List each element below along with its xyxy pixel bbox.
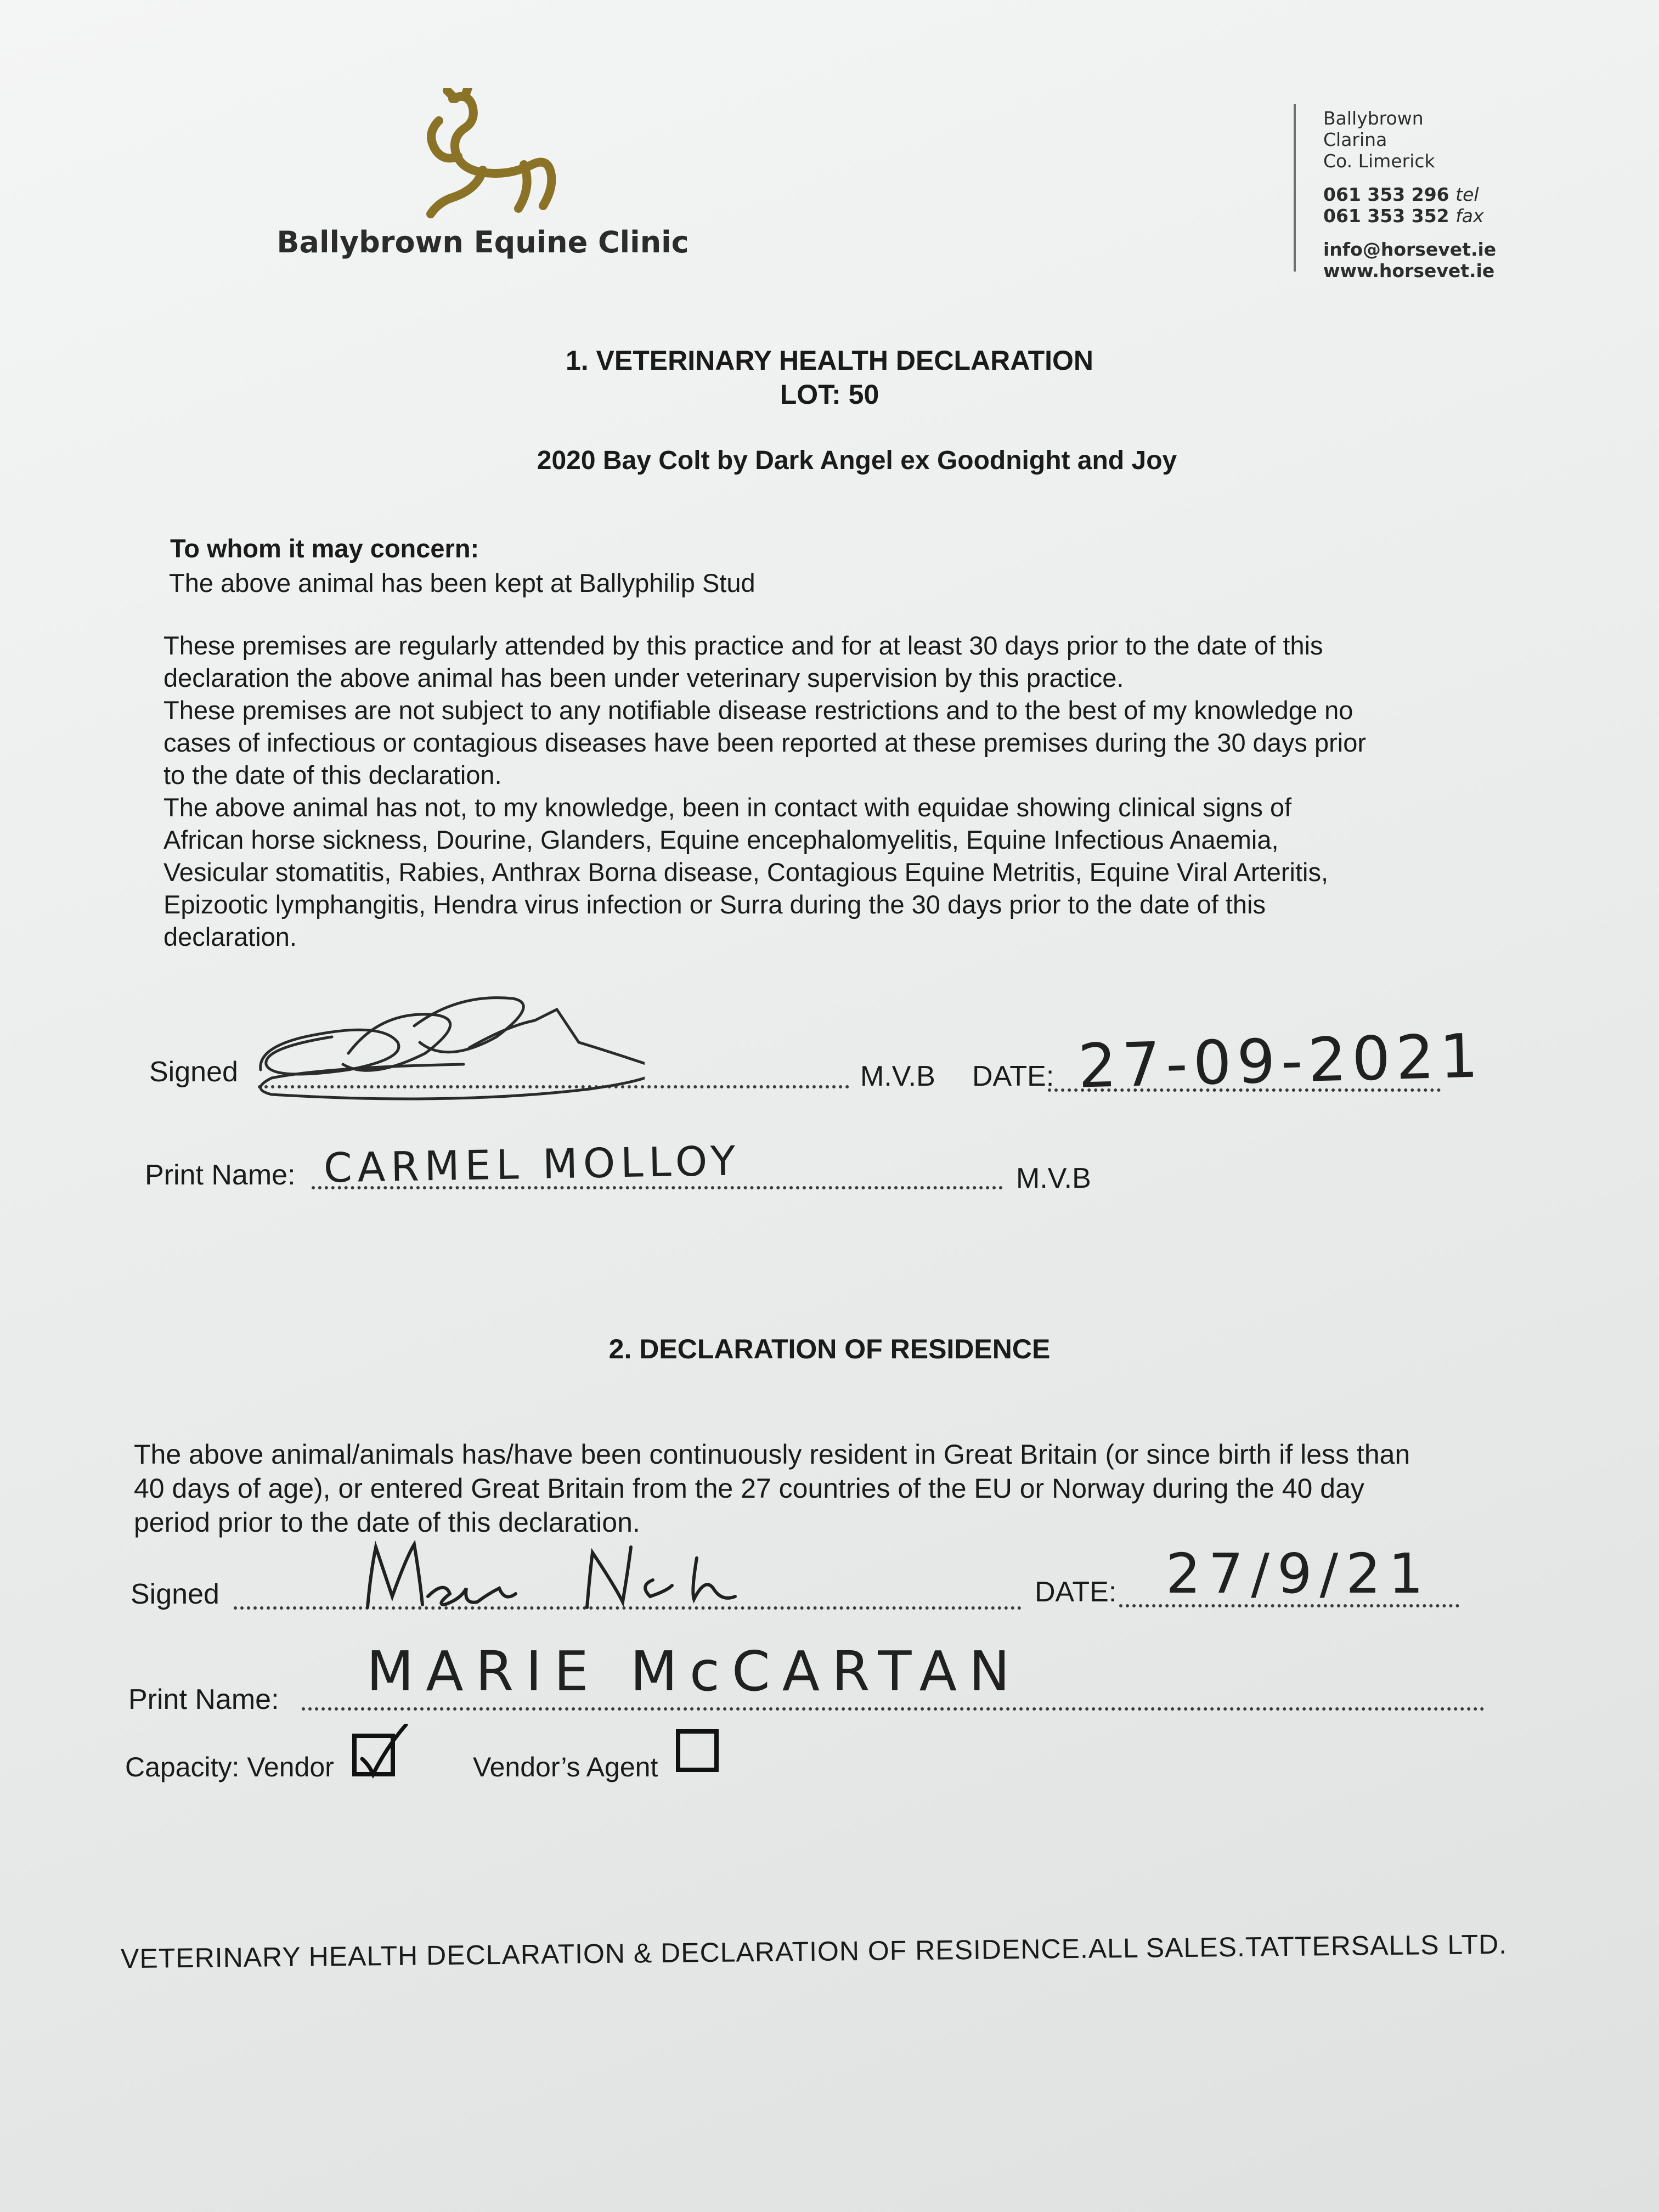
fax-line [1323, 205, 1496, 227]
vet-signature-icon [250, 988, 645, 1103]
tel-label: tel [1455, 184, 1479, 205]
section1-heading: 1. VETERINARY HEALTH DECLARATION [565, 345, 1094, 376]
residence-paragraph [134, 1437, 1410, 1539]
page-footer: VETERINARY HEALTH DECLARATION & DECLARATION OF RESIDENCE.ALL SALES.TATTERSALLS LTD. [120, 1928, 1508, 1974]
vendor-checkbox[interactable] [352, 1734, 395, 1776]
declaration-paragraph [163, 629, 1366, 953]
vet-signed-label: Signed [149, 1056, 238, 1088]
email-text: info@horsevet.ie [1323, 239, 1497, 260]
paragraph-line: 40 days of age), or entered Great Britain from the 27 countries of the EU or Norway during the 40 day [134, 1473, 1364, 1504]
paragraph-line: Vesicular stomatitis, Rabies, Anthrax Borna disease, Contagious Equine Metritis, Equine Viral Arteritis, [163, 857, 1329, 887]
vendors-agent-label: Vendor’s Agent [473, 1752, 658, 1782]
paragraph-line: African horse sickness, Dourine, Glanders, Equine encephalomyelitis, Equine Infectious Anaemia, [163, 825, 1279, 854]
vet-date-value: 27-09-2021 [1077, 1020, 1485, 1102]
vet-date-label: DATE: [972, 1060, 1054, 1092]
kept-at-text: The above animal has been kept at Ballyphilip Stud [169, 568, 755, 597]
fax-number: 061 353 352 [1323, 205, 1449, 227]
address-line-2: Clarina [1323, 129, 1387, 150]
vet-print-name-label: Print Name: [145, 1159, 296, 1191]
clinic-name: Ballybrown Equine Clinic [276, 225, 689, 259]
salutation: To whom it may concern: [170, 534, 479, 563]
vendor-signature-icon [357, 1536, 795, 1618]
vendor-print-name-label: Print Name: [128, 1684, 279, 1716]
horse-logo-icon [400, 88, 560, 219]
vendor-signed-label: Signed [131, 1578, 219, 1610]
section2-heading: 2. DECLARATION OF RESIDENCE [608, 1334, 1051, 1364]
vendor-date-value: 27/9/21 [1166, 1542, 1431, 1606]
vendor-print-name-value: MARIE McCARTAN [366, 1639, 1022, 1703]
vet-print-name-value: CARMEL MOLLOY [323, 1137, 742, 1192]
address-line-1: Ballybrown [1323, 108, 1424, 129]
capacity-vendor-label: Capacity: Vendor [125, 1752, 334, 1782]
paragraph-line: The above animal/animals has/have been continuously resident in Great Britain (or since birth if less than [134, 1439, 1410, 1470]
paragraph-line: cases of infectious or contagious diseases have been reported at these premises during the 30 days prior [163, 728, 1367, 757]
website-text: www.horsevet.ie [1323, 260, 1495, 281]
tel-number: 061 353 296 [1323, 184, 1449, 205]
vendor-print-name-line [302, 1707, 1485, 1711]
phone-line [1323, 184, 1496, 205]
paragraph-line: declaration. [163, 922, 297, 951]
horse-description: 2020 Bay Colt by Dark Angel ex Goodnight and Joy [537, 446, 1177, 475]
paragraph-line: Epizootic lymphangitis, Hendra virus infection or Surra during the 30 days prior to the date of this [163, 890, 1266, 919]
paragraph-line: to the date of this declaration. [163, 760, 502, 789]
vendors-agent-checkbox[interactable] [676, 1729, 719, 1772]
paragraph-line: period prior to the date of this declaration. [134, 1507, 640, 1538]
vet-mvb-label: M.V.B [860, 1060, 935, 1092]
vet-print-mvb-label: M.V.B [1016, 1163, 1091, 1194]
address-line-3: Co. Limerick [1323, 150, 1435, 172]
header-divider [1294, 104, 1296, 272]
checkmark-icon [354, 1724, 420, 1784]
paragraph-line: declaration the above animal has been under veterinary supervision by this practice. [163, 663, 1124, 692]
vendor-date-label: DATE: [1035, 1576, 1117, 1608]
paragraph-line: These premises are regularly attended by this practice and for at least 30 days prior to the date of this [163, 631, 1323, 660]
clinic-logo [274, 88, 691, 269]
clinic-contact [1323, 108, 1496, 281]
paragraph-line: The above animal has not, to my knowledge, been in contact with equidae showing clinical signs of [163, 793, 1292, 822]
paragraph-line: These premises are not subject to any notifiable disease restrictions and to the best of my knowledge no [163, 696, 1353, 725]
fax-label: fax [1455, 205, 1484, 227]
lot-number: LOT: 50 [780, 379, 879, 410]
